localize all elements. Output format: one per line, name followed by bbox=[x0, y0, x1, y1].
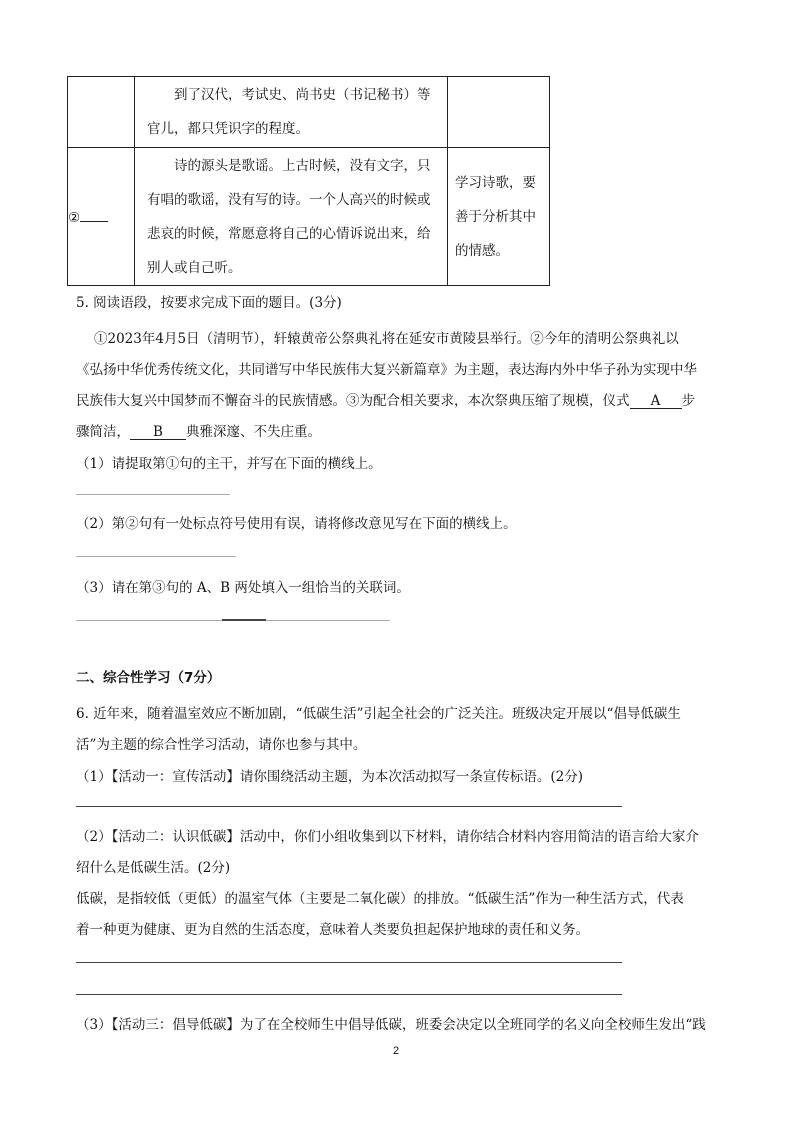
q5-paragraph-line: 《弘扬中华优秀传统文化，共同谱写中华民族伟大复兴新篇章》为主题，表达海内外中华子孙为实现中华 bbox=[76, 362, 697, 378]
answer-line[interactable] bbox=[76, 556, 236, 557]
text-block bbox=[135, 78, 447, 146]
answer-line[interactable] bbox=[76, 494, 230, 495]
q5-paragraph-line bbox=[76, 389, 695, 409]
page-number: 2 bbox=[393, 1045, 400, 1057]
blank-b[interactable]: B bbox=[130, 425, 186, 440]
q6-sub3-line: （3）【活动三：倡导低碳】为了在全校师生中倡导低碳，班委会决定以全班同学的名义向全校师生发出“践 bbox=[76, 1017, 706, 1033]
row2-label: ② bbox=[68, 209, 81, 226]
table-text-cell bbox=[135, 77, 448, 148]
row2-text: 诗的源头是歌谣。上古时候，没有文字，只有唱的歌谣，没有写的诗。一个人高兴的时候或悲哀的时候，常愿意将自己的心情诉说出来，给别人或自己听。 bbox=[147, 157, 431, 276]
table-note-cell bbox=[448, 148, 550, 286]
q5-sub2: （2）第②句有一处标点符号使用有误，请将修改意见写在下面的横线上。 bbox=[76, 516, 517, 532]
q5-sub3: （3）请在第③句的 A、B 两处填入一组恰当的关联词。 bbox=[76, 580, 410, 596]
table-row bbox=[68, 148, 550, 286]
table-row bbox=[68, 77, 550, 148]
q6-stem-line: 活”为主题的综合性学习活动，请你也参与其中。 bbox=[76, 737, 367, 753]
q5-paragraph-line bbox=[76, 420, 321, 440]
q5-line4-start: 骤简洁， bbox=[76, 424, 130, 440]
row2-note: 学习诗歌，要善于分析其中的情感。 bbox=[455, 174, 536, 259]
table-note-cell bbox=[448, 77, 550, 148]
q6-sub1: （1）【活动一：宣传活动】请你围绕活动主题，为本次活动拟写一条宣传标语。(2分) bbox=[76, 769, 583, 785]
q5-line4-end: 典雅深邃、不失庄重。 bbox=[186, 424, 321, 440]
answer-line[interactable] bbox=[76, 962, 622, 963]
answer-blank[interactable] bbox=[80, 208, 108, 222]
table-text-cell bbox=[135, 148, 448, 286]
answer-line-mark bbox=[222, 619, 266, 621]
q6-material-line: 低碳，是指较低（更低）的温室气体（主要是二氧化碳）的排放。“低碳生活”作为一种生活方式，代表 bbox=[76, 891, 684, 907]
q5-line3-text: 民族伟大复兴中国梦而不懈奋斗的民族情感。③为配合相关要求，本次祭典压缩了规模，仪式 bbox=[76, 393, 630, 409]
blank-a[interactable]: A bbox=[630, 394, 682, 409]
answer-line[interactable] bbox=[76, 994, 622, 995]
section-title: 二、综合性学习（7分） bbox=[76, 670, 221, 686]
q5-line3-end: 步 bbox=[681, 393, 695, 409]
table-label-cell bbox=[68, 77, 135, 148]
q5-sub1: （1）请提取第①句的主干，并写在下面的横线上。 bbox=[76, 456, 382, 472]
q6-stem-line: 6. 近年来，随着温室效应不断加剧，“低碳生活”引起全社会的广泛关注。班级决定开展以“倡导低碳生 bbox=[76, 706, 681, 722]
text-block bbox=[135, 149, 447, 285]
reading-table bbox=[67, 76, 550, 286]
q5-paragraph-line: ①2023年4月5日（清明节），轩辕黄帝公祭典礼将在延安市黄陵县举行。②今年的清明公祭典礼以 bbox=[94, 331, 679, 347]
q6-sub2-line: （2）【活动二：认识低碳】活动中，你们小组收集到以下材料，请你结合材料内容用简洁的语言给大家介 bbox=[76, 829, 699, 845]
q6-material-line: 着一种更为健康、更为自然的生活态度，意味着人类要负担起保护地球的责任和义务。 bbox=[76, 922, 589, 938]
answer-line[interactable] bbox=[76, 806, 622, 807]
table-label-cell bbox=[68, 148, 135, 286]
q5-stem: 5. 阅读语段，按要求完成下面的题目。(3分) bbox=[76, 295, 342, 311]
q6-sub2-line: 绍什么是低碳生活。(2分) bbox=[76, 860, 231, 876]
row1-text: 到了汉代，考试史、尚书史（书记秘书）等官儿，都只凭识字的程度。 bbox=[147, 87, 431, 137]
